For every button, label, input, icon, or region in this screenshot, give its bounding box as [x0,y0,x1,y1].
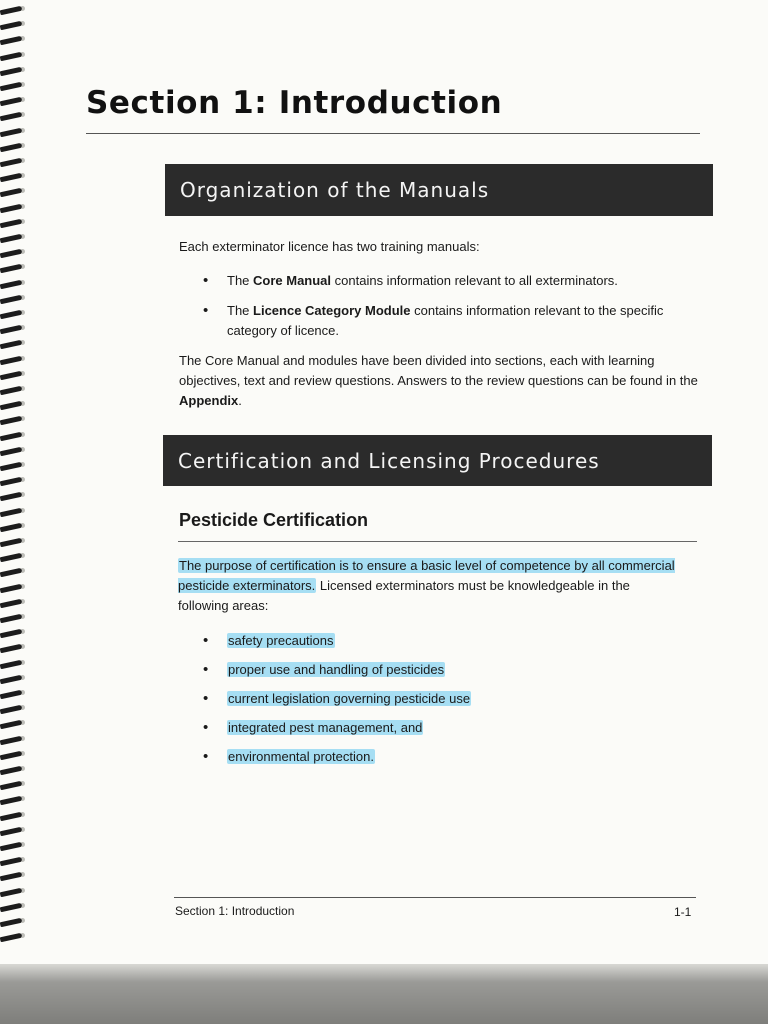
pesticide-certification-heading: Pesticide Certification [179,510,369,530]
binding-coil [0,82,22,91]
binding-coil [0,219,22,228]
list-item-licence-module: • The Licence Category Module contains information relevant to the specific category of licence. [203,301,683,341]
binding-coil [0,538,22,547]
organization-heading: Organization of the Manuals [180,178,490,202]
binding-coil [0,173,22,182]
binding-coil [0,371,22,380]
binding-coil [0,447,22,456]
list-item: • environmental protection. [203,747,603,767]
binding-coil [0,811,22,820]
binding-coil [0,249,22,258]
binding-coil [0,416,22,425]
binding-coil [0,325,22,334]
binding-coil [0,933,22,942]
binding-coil [0,629,22,638]
list-item: • current legislation governing pesticide use [203,689,603,709]
binding-coil [0,599,22,608]
core-manual-term: Core Manual [253,273,332,288]
organization-intro: Each exterminator licence has two training manuals: [179,239,480,254]
list-item: • safety precautions [203,631,603,651]
binding-coil [0,36,22,45]
binding-coil [0,507,22,516]
organization-heading-band [165,164,713,216]
list-item: • integrated pest management, and [203,718,603,738]
section-title: Section 1: Introduction [86,85,503,121]
binding-coil [0,659,22,668]
binding-coil [0,614,22,623]
page-edge-shadow [0,964,768,1024]
binding-coil [0,705,22,714]
binding-coil [0,842,22,851]
binding-coil [0,158,22,167]
binding-coil [0,644,22,653]
binding-coil [0,143,22,152]
binding-coil [0,887,22,896]
spiral-binding [0,0,30,960]
binding-coil [0,310,22,319]
knowledge-areas-list [203,631,603,776]
page-number: 1-1 [674,905,692,919]
binding-coil [0,188,22,197]
binding-coil [0,720,22,729]
binding-coil [0,492,22,501]
binding-coil [0,21,22,30]
binding-coil [0,766,22,775]
licence-module-term: Licence Category Module [253,303,411,318]
binding-coil [0,796,22,805]
binding-coil [0,857,22,866]
binding-coil [0,340,22,349]
binding-coil [0,386,22,395]
binding-coil [0,234,22,243]
binding-coil [0,477,22,486]
binding-coil [0,523,22,532]
footer-section-label: Section 1: Introduction [175,904,295,918]
binding-coil [0,279,22,288]
binding-coil [0,97,22,106]
list-item-core-manual: • The Core Manual contains information relevant to all exterminators. [203,271,683,291]
binding-coil [0,431,22,440]
binding-coil [0,67,22,76]
binding-coil [0,295,22,304]
manual-list [203,271,683,351]
binding-coil [0,918,22,927]
certification-heading: Certification and Licensing Procedures [178,448,600,473]
binding-coil [0,264,22,273]
binding-coil [0,827,22,836]
title-divider [86,133,700,134]
binding-coil [0,401,22,410]
binding-coil [0,51,22,60]
subheading-divider [178,541,697,542]
binding-coil [0,112,22,121]
appendix-term: Appendix [179,393,239,408]
list-item: • proper use and handling of pesticides [203,660,603,680]
binding-coil [0,751,22,760]
binding-coil [0,690,22,699]
binding-coil [0,6,22,15]
certification-heading-band [163,435,712,486]
binding-coil [0,568,22,577]
binding-coil [0,583,22,592]
highlighted-purpose: The purpose of certification is to ensure a basic level of competence by all commercial pesticide exterminators. [178,558,675,593]
binding-coil [0,872,22,881]
binding-coil [0,903,22,912]
binding-coil [0,127,22,136]
binding-coil [0,355,22,364]
binding-coil [0,462,22,471]
binding-coil [0,675,22,684]
footer-divider [174,897,696,898]
binding-coil [0,203,22,212]
binding-coil [0,553,22,562]
binding-coil [0,781,22,790]
binding-coil [0,735,22,744]
organization-paragraph: The Core Manual and modules have been divided into sections, each with learning objectives, text and review questions. Answers to the review questions can be found in the Appendix. [179,353,698,408]
certification-purpose-paragraph: The purpose of certification is to ensure a basic level of competence by all commercial pesticide exterminators. Licensed exterminators must be knowledgeable in the following areas: [178,558,675,613]
